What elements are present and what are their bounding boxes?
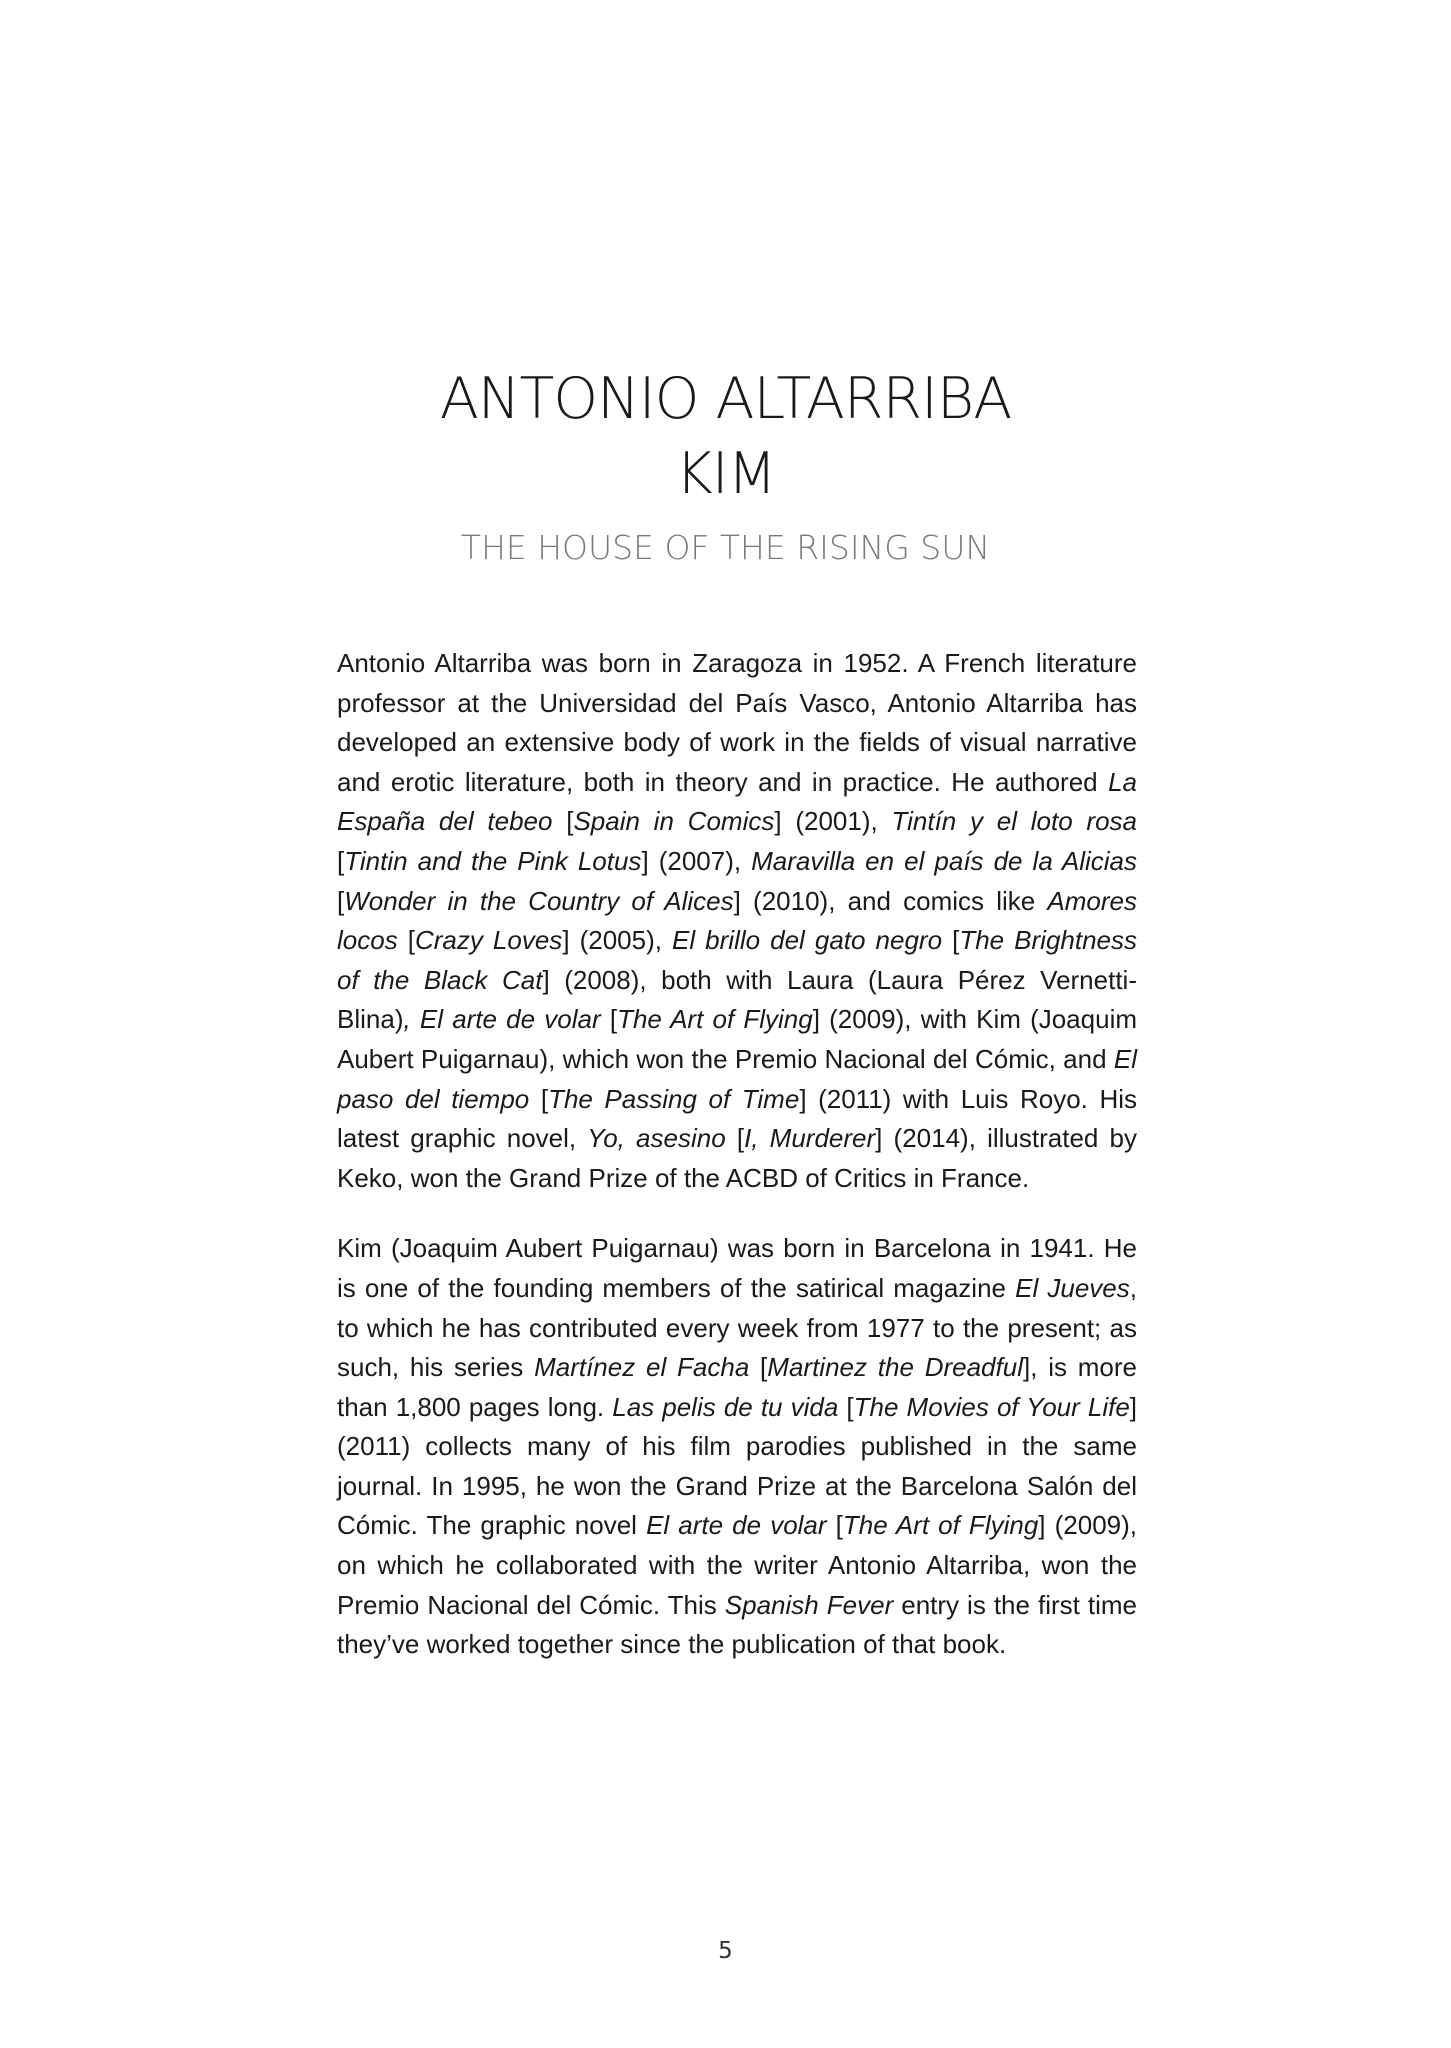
italic-title: Tintin and the Pink Lotus (344, 845, 642, 876)
italic-title: Martinez the Dreadful (767, 1352, 1023, 1383)
biographies (337, 644, 1137, 1696)
text-run: ] (2011) collects many of his film parodies published in the same journal. In 1995, he won the Grand Prize at the Barcelona Salón del Cómic. The graphic novel (337, 1391, 1138, 1541)
text-run: entry is the first time they’ve worked together since the publication of that book. (337, 1589, 1137, 1660)
italic-title: El arte de volar (646, 1510, 827, 1541)
text-run: [ (942, 925, 960, 956)
page-number: 5 (718, 1938, 733, 1964)
text-run: [ (749, 1352, 768, 1383)
text-run: ] (2001), (774, 806, 892, 837)
text-run: [ (397, 925, 415, 956)
italic-title: El brillo del gato negro (672, 925, 943, 956)
text-run: [ (600, 1004, 618, 1035)
text-run: [ (838, 1391, 854, 1422)
italic-title: Maravilla en el país de la Alicias (751, 845, 1137, 876)
text-run: [ (552, 806, 574, 837)
italic-title: The Art of Flying (842, 1510, 1039, 1541)
italic-title: El paso del tiempo (337, 1043, 1137, 1114)
text-run: ] (2009), on which he collaborated with the writer Antonio Altarriba, won the Premio Nacional del Cómic. This (337, 1510, 1137, 1620)
italic-title: The Passing of Time (548, 1083, 800, 1114)
italic-title: La España del tebeo (337, 766, 1137, 837)
italic-title: Spanish Fever (724, 1589, 894, 1620)
text-run: [ (529, 1083, 549, 1114)
italic-title: El Jueves (1015, 1272, 1130, 1303)
italic-title: Yo, asesino (587, 1123, 726, 1154)
text-run: ] (2008), both with Laura (Laura Pérez Vernetti-Blina) (337, 964, 1137, 1035)
italic-title: The Movies of Your Life (853, 1391, 1130, 1422)
text-run: [ (337, 845, 345, 876)
text-run: [ (337, 885, 345, 916)
italic-title: I, Murderer (744, 1123, 876, 1154)
artist-name: KIM (675, 441, 776, 507)
italic-title: Wonder in the Country of Alices (344, 885, 734, 916)
text-run: ] (2007), (641, 845, 752, 876)
italic-title: , El arte de volar (403, 1004, 601, 1035)
italic-title: Tintín y el loto rosa (891, 806, 1138, 837)
italic-title: Crazy Loves (414, 925, 563, 956)
text-run: [ (826, 1510, 843, 1541)
text-run: ], is more than 1,800 pages long. (337, 1352, 1138, 1422)
text-run: ] (2014), illustrated by Keko, won the Grand Prize of the ACBD of Critics in France. (337, 1123, 1137, 1193)
italic-title: Spain in Comics (573, 806, 775, 837)
author-name: ANTONIO ALTARRIBA (439, 366, 1012, 432)
bio-paragraph-altarriba (337, 644, 1137, 1198)
italic-title: The Brightness of the Black Cat (337, 925, 1138, 995)
text-run: Antonio Altarriba was born in Zaragoza in 1952. A French literature professor at the Universidad del País Vasco, Antonio Altarriba has developed an extensive body of work in the fields of visual narrative and erotic literature, both in theory and in practice. He authored (337, 648, 1137, 797)
bio-paragraph-kim (337, 1229, 1137, 1665)
text-run: [ (725, 1123, 745, 1154)
story-title: THE HOUSE OF THE RISING SUN (460, 528, 991, 567)
italic-title: Martínez el Facha (534, 1352, 750, 1383)
text-run: ] (2010), and comics like (733, 885, 1048, 916)
italic-title: Amores locos (337, 885, 1137, 956)
italic-title: Las pelis de tu vida (612, 1391, 839, 1422)
text-run: ] (2005), (562, 925, 673, 956)
text-run: Kim (Joaquim Aubert Puigarnau) was born in Barcelona in 1941. He is one of the founding members of the satirical magazine (337, 1233, 1137, 1303)
italic-title: The Art of Flying (617, 1004, 813, 1035)
chapter-header (0, 362, 1451, 570)
text-run: ] (2009), with Kim (Joaquim Aubert Puigarnau), which won the Premio Nacional del Cómic, and (337, 1004, 1138, 1074)
text-run: ] (2011) with Luis Royo. His latest graphic novel, (337, 1083, 1138, 1154)
text-run: , to which he has contributed every week from 1977 to the present; as such, his series (337, 1272, 1137, 1383)
